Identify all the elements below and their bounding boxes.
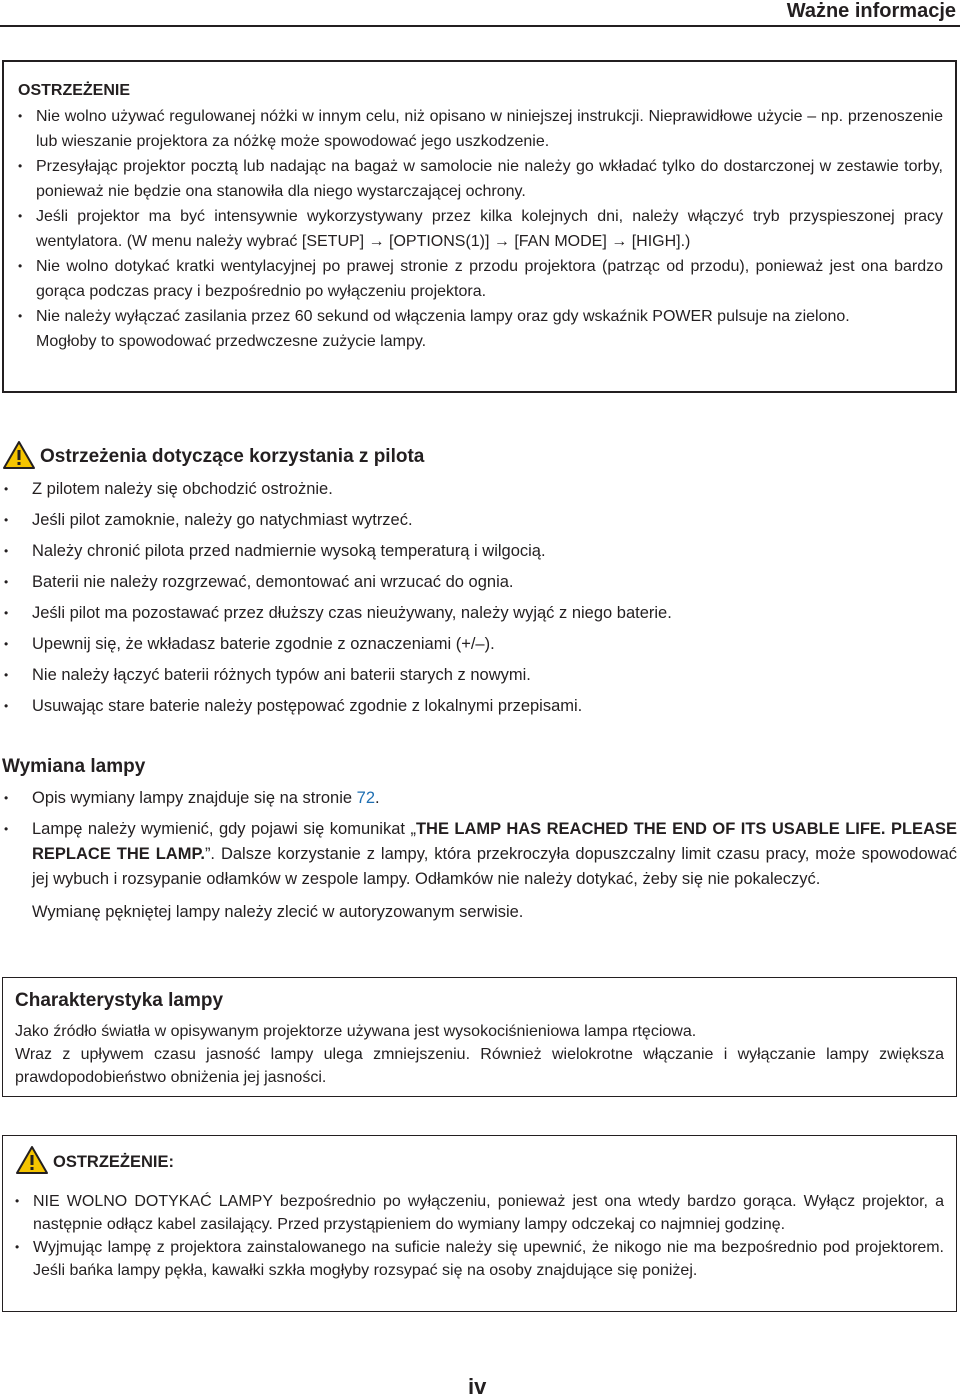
list-item: • Baterii nie należy rozgrzewać, demontować ani wrzucać do ognia. (2, 570, 957, 595)
warning2-heading (15, 1146, 944, 1178)
char-title: Charakterystyka lampy (15, 990, 224, 1011)
warning-box-adjustable-foot (2, 60, 957, 393)
remote-list (2, 477, 957, 719)
list-item-text: Opis wymiany lampy znajduje się na stronie (32, 789, 357, 807)
list-item-text: Nie należy wyłączać zasilania przez 60 sekund od włączenia lampy oraz gdy wskaźnik POWER pulsuje na zielono. (36, 308, 850, 325)
list-item-text-post: ”. Dalsze korzystanie z lampy, która przekroczyła dopuszczalny limit czasu pracy, może spowodować jej wybuch i rozsypanie odłamków w zespole lampy. Odłamków nie należy dotykać, żeby się nie pokaleczyć. (32, 845, 957, 888)
list-item: • Wyjmując lampę z projektora zainstalowanego na suficie należy się upewnić, że nikogo nie ma bezpośrednio pod projektorem. Jeśli bańka lampy pękła, kawałki szkła mogłyby rozsypać się na osoby znajdujące się poniżej. (15, 1236, 944, 1282)
warning-box-title: OSTRZEŻENIE (18, 82, 131, 99)
warning-box-lamp (2, 1135, 957, 1312)
remote-section-heading (2, 442, 957, 472)
lamp-section (2, 754, 957, 925)
list-item: • Nie wolno dotykać kratki wentylacyjnej po prawej stronie z przodu projektora (patrząc od przodu), ponieważ jest ona bardzo gorąca podczas pracy i bezpośrednio po wyłączeniu projektora. (18, 254, 943, 304)
list-item-extra: Mogłoby to spowodować przedwczesne zużycie lampy. (36, 333, 427, 350)
list-item: • Jeśli pilot ma pozostawać przez dłuższy czas nieużywany, należy wyjąć z niego baterie. (2, 601, 957, 626)
list-item (2, 786, 957, 811)
list-item (18, 304, 943, 354)
lamp-list (2, 786, 957, 892)
header-divider (0, 25, 960, 27)
list-item: • Należy chronić pilota przed nadmiernie wysoką temperaturą i wilgocią. (2, 539, 957, 564)
list-item: • Upewnij się, że wkładasz baterie zgodnie z oznaczeniami (+/–). (2, 632, 957, 657)
lamp-note: Wymianę pękniętej lampy należy zlecić w autoryzowanym serwisie. (32, 903, 524, 921)
warning-list (18, 104, 943, 354)
lamp-characteristics-box (2, 977, 957, 1097)
char-line-2: Wraz z upływem czasu jasność lampy ulega zmniejszeniu. Również wielokrotne włączanie i wyłączanie lampy zwiększa prawdopodobieństwo obniżenia jej jasności. (15, 1046, 944, 1086)
remote-section (2, 442, 957, 719)
page-number: iv (468, 1374, 487, 1399)
warning2-title: OSTRZEŻENIE: (53, 1152, 175, 1171)
list-item-end: . (375, 789, 380, 807)
lamp-message: THE LAMP HAS REACHED THE END OF ITS USABLE LIFE. PLEASE REPLACE THE LAMP. (32, 820, 957, 863)
remote-section-title: Ostrzeżenia dotyczące korzystania z pilota (40, 446, 425, 467)
list-item (2, 817, 957, 892)
warning-triangle-icon (15, 1145, 49, 1180)
page-header-title: Ważne informacje (786, 0, 956, 22)
list-item: • Z pilotem należy się obchodzić ostrożnie. (2, 477, 957, 502)
list-item: • Przesyłając projektor pocztą lub nadając na bagaż w samolocie nie należy go wkładać tylko do dostarczonej w zestawie torby, ponieważ nie będzie ona stanowiła dla niego wystarczającej ochrony. (18, 154, 943, 204)
list-item-text-pre: Lampę należy wymienić, gdy pojawi się komunikat „ (32, 820, 416, 838)
page-link[interactable]: 72 (356, 789, 376, 807)
char-line-1: Jako źródło światła w opisywanym projektorze używana jest wysokociśnieniowa lampa rtęciowa. (15, 1023, 697, 1040)
list-item: • Jeśli pilot zamoknie, należy go natychmiast wytrzeć. (2, 508, 957, 533)
list-item: • Usuwając stare baterie należy postępować zgodnie z lokalnymi przepisami. (2, 694, 957, 719)
warning2-list (15, 1190, 944, 1282)
warning-triangle-icon (2, 440, 36, 475)
list-item: • Nie wolno używać regulowanej nóżki w innym celu, niż opisano w niniejszej instrukcji. Nieprawidłowe użycie – np. przenoszenie lub wieszanie projektora za nóżkę może spowodować jego uszkodzenie. (18, 104, 943, 154)
lamp-section-title: Wymiana lampy (2, 756, 146, 777)
list-item: • NIE WOLNO DOTYKAĆ LAMPY bezpośrednio po wyłączeniu, ponieważ jest ona wtedy bardzo gorąca. Wyłącz projektor, a następnie odłącz kabel zasilający. Przed przystąpieniem do wymiany lampy odczekaj co najmniej godzinę. (15, 1190, 944, 1236)
list-item: • Nie należy łączyć baterii różnych typów ani baterii starych z nowymi. (2, 663, 957, 688)
list-item: • Jeśli projektor ma być intensywnie wykorzystywany przez kilka kolejnych dni, należy włączyć tryb przyspieszonej pracy wentylatora. (W menu należy wybrać [SETUP] → [OPTIONS(1)] → [FAN MODE] → [HIGH].) (18, 204, 943, 254)
